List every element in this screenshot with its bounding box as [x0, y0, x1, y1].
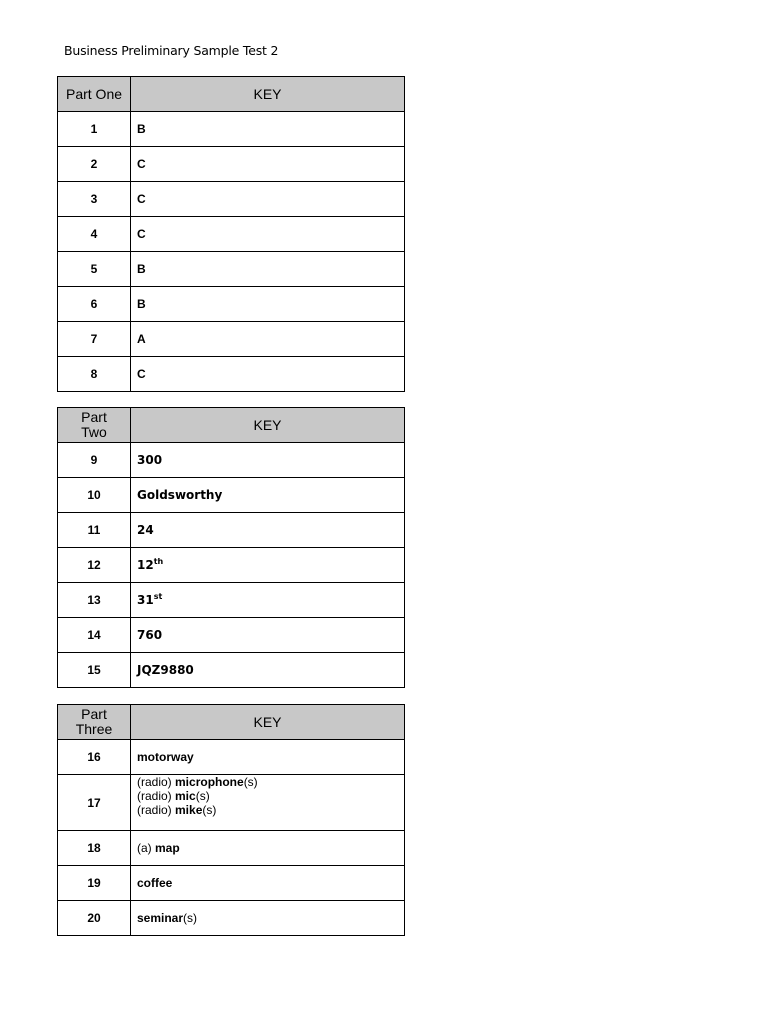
- table-row: [58, 513, 405, 548]
- answer: (a) map: [131, 831, 405, 866]
- part-one-header: Part One: [58, 77, 131, 112]
- key-header: KEY: [131, 77, 405, 112]
- question-number: 12: [58, 548, 131, 583]
- part-three-header-line2: Three: [75, 721, 113, 737]
- table-row: [58, 740, 405, 775]
- part-two-header: [58, 408, 131, 443]
- table-row: [58, 217, 405, 252]
- question-number: 19: [58, 866, 131, 901]
- table-row: [58, 866, 405, 901]
- answer-line: (radio) mic(s): [137, 789, 210, 803]
- question-number: 8: [58, 357, 131, 392]
- answer: motorway: [131, 740, 405, 775]
- answer: coffee: [131, 866, 405, 901]
- question-number: 7: [58, 322, 131, 357]
- answer: seminar(s): [131, 901, 405, 936]
- part-two-table: [57, 407, 405, 688]
- table-row: [58, 182, 405, 217]
- question-number: 11: [58, 513, 131, 548]
- question-number: 20: [58, 901, 131, 936]
- table-row: [58, 478, 405, 513]
- table-header-row: [58, 705, 405, 740]
- table-row: [58, 357, 405, 392]
- question-number: 9: [58, 443, 131, 478]
- table-row: [58, 653, 405, 688]
- table-row: [58, 775, 405, 831]
- answer: JQZ9880: [131, 653, 405, 688]
- answer: B: [131, 112, 405, 147]
- table-row: [58, 443, 405, 478]
- table-row: [58, 548, 405, 583]
- question-number: 3: [58, 182, 131, 217]
- question-number: 1: [58, 112, 131, 147]
- key-header: KEY: [131, 408, 405, 443]
- question-number: 2: [58, 147, 131, 182]
- answer: C: [131, 217, 405, 252]
- answer-line: (radio) mike(s): [137, 803, 217, 817]
- answer: [131, 583, 405, 618]
- table-row: [58, 322, 405, 357]
- part-one-table: [57, 76, 405, 392]
- question-number: 15: [58, 653, 131, 688]
- answer: B: [131, 287, 405, 322]
- table-row: [58, 901, 405, 936]
- answer: [131, 548, 405, 583]
- question-number: 4: [58, 217, 131, 252]
- answer: 24: [131, 513, 405, 548]
- answer: Goldsworthy: [131, 478, 405, 513]
- table-header-row: [58, 77, 405, 112]
- question-number: 5: [58, 252, 131, 287]
- table-row: [58, 583, 405, 618]
- part-two-header-line2: Two: [81, 424, 107, 440]
- answer: A: [131, 322, 405, 357]
- table-row: [58, 112, 405, 147]
- question-number: 10: [58, 478, 131, 513]
- answer: C: [131, 182, 405, 217]
- part-three-header: [58, 705, 131, 740]
- answer: C: [131, 147, 405, 182]
- question-number: 17: [58, 775, 131, 831]
- document-title: Business Preliminary Sample Test 2: [64, 43, 279, 58]
- answer: 760: [131, 618, 405, 653]
- key-header: KEY: [131, 705, 405, 740]
- table-row: [58, 147, 405, 182]
- question-number: 6: [58, 287, 131, 322]
- answer-value: 12: [137, 558, 154, 572]
- answer: C: [131, 357, 405, 392]
- ordinal-suffix: th: [153, 557, 164, 566]
- answer-line: (radio) microphone(s): [137, 775, 258, 789]
- answer: 300: [131, 443, 405, 478]
- question-number: 18: [58, 831, 131, 866]
- question-number: 16: [58, 740, 131, 775]
- part-three-table: [57, 704, 405, 936]
- table-header-row: [58, 408, 405, 443]
- answer-value: 31: [137, 593, 154, 607]
- answer: [131, 775, 405, 831]
- table-row: [58, 287, 405, 322]
- table-row: [58, 252, 405, 287]
- ordinal-suffix: st: [153, 592, 163, 601]
- part-three-header-line1: Part: [81, 706, 107, 722]
- part-two-header-line1: Part: [81, 409, 107, 425]
- table-row: [58, 831, 405, 866]
- table-row: [58, 618, 405, 653]
- answer: B: [131, 252, 405, 287]
- question-number: 13: [58, 583, 131, 618]
- question-number: 14: [58, 618, 131, 653]
